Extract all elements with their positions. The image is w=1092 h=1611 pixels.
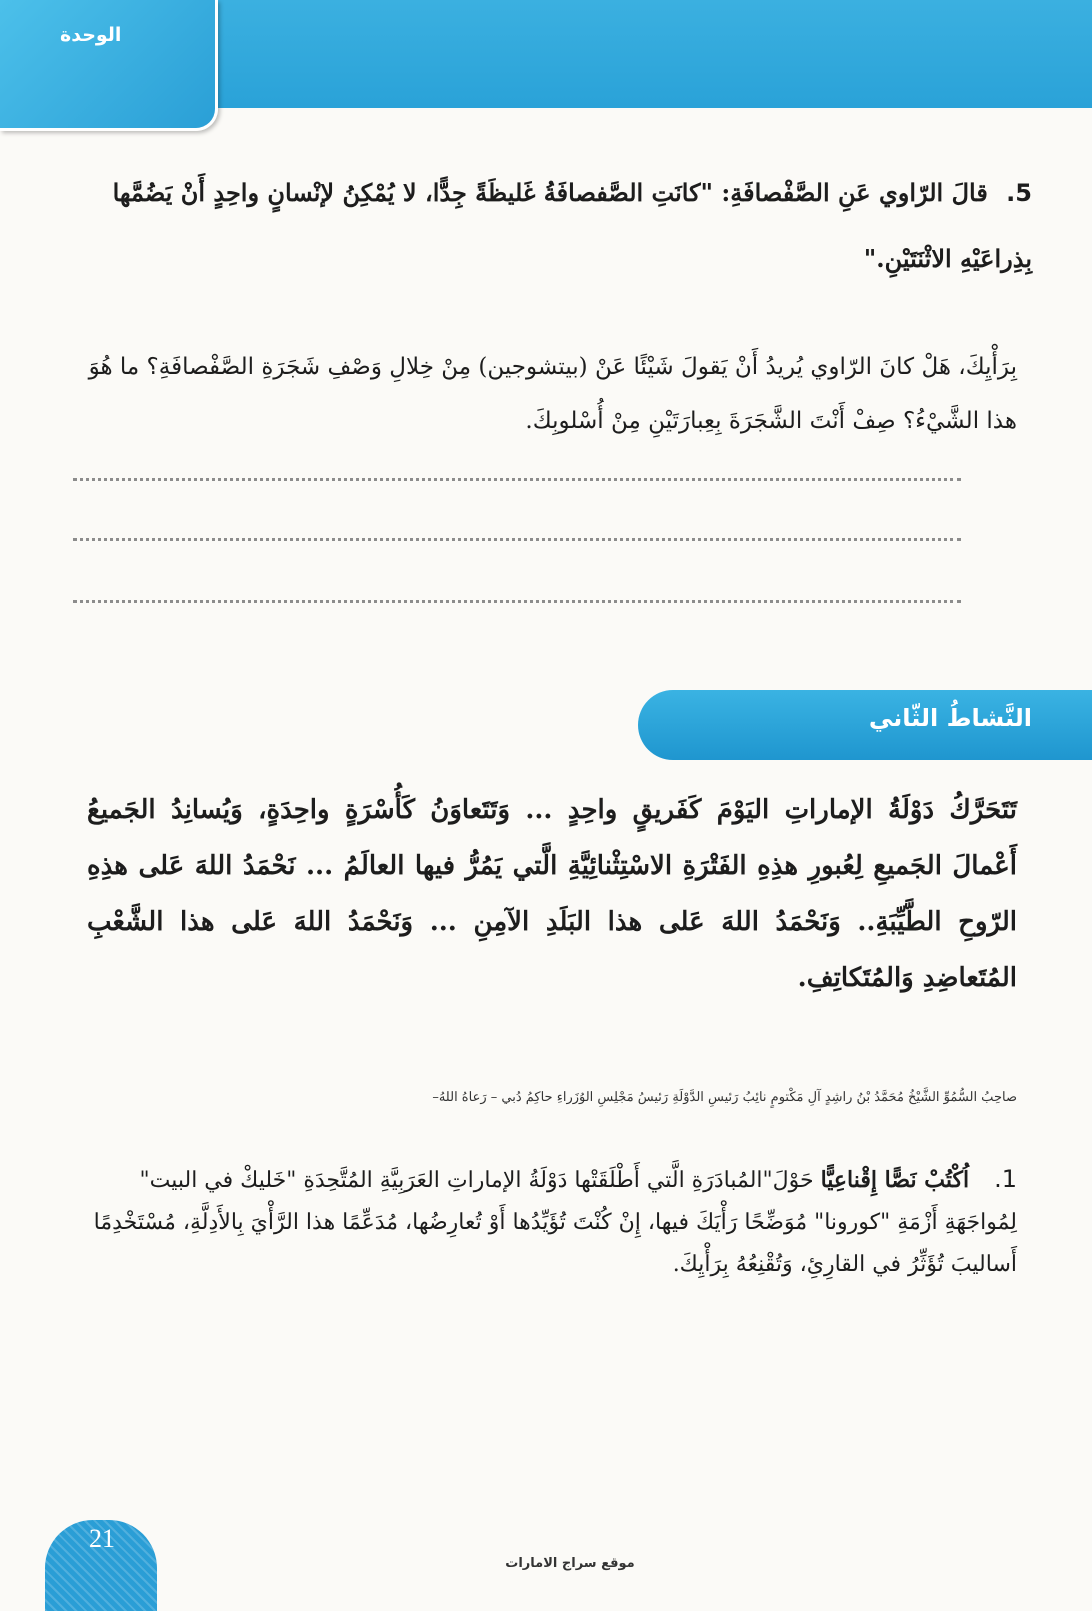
activity-title: النَّشاطُ الثّاني: [868, 704, 1032, 732]
answer-line-1[interactable]: [73, 478, 961, 481]
task-1-text: حَوْلَ"المُبادَرَةِ الَّتي أَطْلَقَتْها دَوْلَةُ الإماراتِ العَرَبِيَّةِ المُتَّحِدَةِ "خَليكْ في البيت" لِمُواجَهَةِ أَزْمَةِ "كورونا" مُوَضِّحًا رَأْيَكَ فيها، إِنْ كُنْتَ تُؤَيِّدُها أَوْ تُعارِضُها، مُدَعِّمًا هذا الرَّأْيَ بِالأَدِلَّةِ، مُسْتَخْدِمًا أَساليبَ تُؤَثِّرُ في القارِئِ، وَتُقْنِعُهُ بِرَأْيِكَ.: [93, 1168, 1017, 1277]
question-5: [42, 160, 1032, 292]
question-5-number: 5.: [1006, 179, 1032, 207]
answer-line-3[interactable]: [73, 600, 961, 603]
activity-quote: تَتَحَرَّكُ دَوْلَةُ الإماراتِ اليَوْمَ كَفَريقٍ واحِدٍ ... وَتَتَعاوَنُ كَأُسْرَةٍ واحِدَةٍ، وَيُسانِدُ الجَميعُ أَعْمالَ الجَميعِ لِعُبورِ هذِهِ الفَتْرَةِ الاسْتِثْنائِيَّةِ الَّتي يَمُرُّ فيها العالَمُ ... نَحْمَدُ اللهَ عَلى هذِهِ الرّوحِ الطَّيِّبَةِ.. وَنَحْمَدُ اللهَ عَلى هذا البَلَدِ الآمِنِ ... وَنَحْمَدُ اللهَ عَلى هذا الشَّعْبِ المُتَعاضِدِ وَالمُتَكاتِفِ.: [87, 795, 1017, 993]
unit-label: الوحدة: [60, 24, 122, 46]
footer-site: موقع سراج الامارات: [505, 1556, 635, 1571]
task-1-number: 1.: [994, 1165, 1017, 1193]
question-5-prompt: بِرَأْيِكَ، هَلْ كانَ الرّاوي يُريدُ أَنْ يَقولَ شَيْئًا عَنْ (بيتشوجين) مِنْ خِلالِ وَصْفِ شَجَرَةِ الصَّفْصافَةِ؟ ما هُوَ هذا الشَّيْءُ؟ صِفْ أَنْتَ الشَّجَرَةَ بِعِبارَتَيْنِ مِنْ أُسْلوبِكَ.: [88, 354, 1017, 434]
unit-tab: [0, 0, 218, 131]
page-number: 21: [89, 1524, 115, 1553]
answer-line-2[interactable]: [73, 538, 961, 541]
task-1-lead: اُكْتُبْ نَصًّا إِقْناعِيًّا: [820, 1167, 970, 1193]
activity-banner: [638, 690, 1092, 760]
question-5-text: قالَ الرّاوي عَنِ الصَّفْصافَةِ: "كانَتِ الصَّفصافَةُ غَليظَةً جِدًّا، لا يُمْكِنُ لإنْسانٍ واحِدٍ أَنْ يَضُمَّها بِذِراعَيْهِ الاثْنَتَيْنِ.": [112, 178, 1032, 273]
task-1: [62, 1158, 1017, 1286]
quote-attribution: صاحِبُ السُّمُوِّ الشَّيْخُ مُحَمَّدُ بْنُ راشِدٍ آلِ مَكْتومٍ نائِبُ رَئيسِ الدَّوْلَةِ رَئيسُ مَجْلِسِ الوُزَراءِ حاكِمُ دُبي – رَعاهُ اللهُ–: [432, 1090, 1017, 1105]
